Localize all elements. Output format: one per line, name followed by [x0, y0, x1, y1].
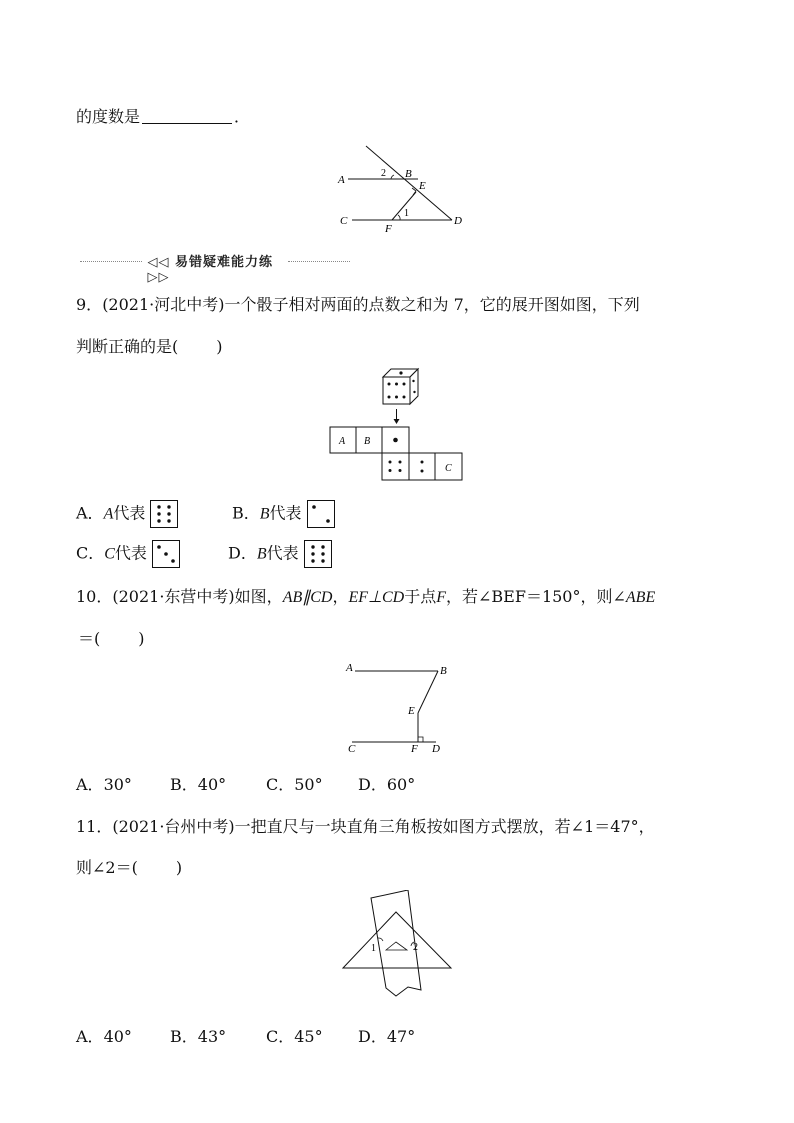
- arrow-head-icon: [394, 419, 400, 424]
- label-e: E: [419, 180, 426, 192]
- q9-option-b[interactable]: [232, 500, 335, 528]
- q11-option-c[interactable]: [266, 1024, 323, 1047]
- q9-text-2: 判断正确的是(: [76, 337, 179, 356]
- option-value: 40°: [197, 775, 227, 794]
- option-word: 代表: [266, 543, 299, 563]
- q11-text-1: 一把直尺与一块直角三角板按如图方式摆放，若∠1＝47°，: [234, 817, 655, 836]
- label-b: B: [405, 168, 412, 180]
- prev-question-period: ．: [234, 107, 251, 126]
- die-three-icon: [152, 540, 180, 568]
- net-label-c: C: [445, 463, 452, 474]
- option-value: 50°: [294, 775, 323, 794]
- option-value: 45°: [294, 1027, 323, 1046]
- q10-math-point: F: [436, 589, 446, 606]
- q10-option-a[interactable]: [76, 772, 132, 795]
- option-letter: C．: [76, 543, 105, 563]
- triangle-ruler-outer: [343, 912, 451, 968]
- parallel-zigzag-figure: [340, 658, 460, 758]
- section-title: [148, 251, 283, 285]
- option-letter: B．: [170, 775, 198, 794]
- label-e: E: [408, 705, 415, 717]
- right-angle-mark: [418, 737, 423, 742]
- q9-option-d[interactable]: [228, 540, 332, 568]
- label-angle-1: 1: [371, 943, 376, 954]
- q10-text-2-end: ): [138, 629, 145, 648]
- option-var: A: [103, 505, 114, 523]
- banner-divider-left: [80, 261, 142, 262]
- label-angle-2: 2: [413, 942, 418, 953]
- option-word: 代表: [269, 503, 302, 523]
- q10-text: ，: [332, 587, 349, 606]
- q9-source: (2021·河北中考): [102, 295, 225, 314]
- prev-question-tail: [76, 106, 250, 128]
- option-value: 47°: [386, 1027, 416, 1046]
- q9-line1: [76, 294, 640, 316]
- parallel-lines-figure: [330, 140, 470, 235]
- option-letter: D．: [358, 775, 387, 794]
- section-banner: [80, 250, 350, 285]
- label-a: A: [346, 662, 353, 674]
- dice-cube-icon: [383, 369, 418, 404]
- q10-source: (2021·东营中考): [112, 587, 235, 606]
- q10-option-d[interactable]: [358, 772, 415, 795]
- label-angle-1: 1: [404, 208, 409, 219]
- label-d: D: [432, 743, 440, 755]
- q11-line2: [76, 857, 182, 879]
- banner-divider-right: [288, 261, 350, 262]
- q10-text-2: ＝(: [78, 629, 101, 648]
- banner-right-icon: ▷▷: [147, 270, 170, 285]
- q10-math-perpendicular: EF⊥CD: [348, 589, 405, 606]
- option-letter: B．: [170, 1027, 198, 1046]
- q10-option-c[interactable]: [266, 772, 323, 795]
- q11-number: 11．: [76, 817, 113, 836]
- die-six-icon: [304, 540, 332, 568]
- q10-text: 如图，: [234, 587, 283, 606]
- q10-math-parallel: AB∥CD: [282, 589, 333, 606]
- angle-1-arc: [398, 215, 400, 220]
- die-six-icon: [150, 500, 178, 528]
- q11-text-2-end: ): [175, 858, 183, 877]
- label-angle-2: 2: [381, 168, 386, 179]
- option-letter: D．: [358, 1027, 387, 1046]
- q10-line2: [78, 628, 145, 650]
- label-c: C: [340, 215, 348, 227]
- option-letter: A．: [76, 1027, 104, 1046]
- dice-net-figure: [325, 366, 470, 486]
- option-value: 30°: [103, 775, 132, 794]
- q10-text: 于点: [404, 587, 437, 606]
- q9-line2: [76, 336, 223, 358]
- q9-option-a[interactable]: [76, 500, 178, 528]
- q9-text-1: 一个骰子相对两面的点数之和为 7，它的展开图如图，下列: [224, 295, 640, 314]
- answer-blank[interactable]: [142, 107, 232, 124]
- q10-math-angle: ABE: [625, 589, 656, 606]
- ruler-triangle-figure: [338, 890, 458, 1002]
- q10-text: ，若∠BEF＝150°，则∠: [446, 587, 626, 606]
- option-letter: C．: [266, 1027, 295, 1046]
- banner-left-icon: ◁◁: [147, 255, 176, 270]
- label-b: B: [440, 665, 447, 677]
- segment-be: [418, 671, 438, 713]
- option-value: 40°: [103, 1027, 132, 1046]
- transversal-line: [366, 146, 452, 220]
- net-face-six: [382, 453, 409, 480]
- option-letter: B．: [232, 503, 260, 523]
- angle-2-arc: [391, 175, 394, 179]
- q9-number: 9．: [76, 295, 103, 314]
- option-value: 43°: [197, 1027, 227, 1046]
- q10-number: 10．: [76, 587, 113, 606]
- label-f: F: [411, 743, 418, 755]
- label-c: C: [348, 743, 356, 755]
- q10-option-b[interactable]: [170, 772, 226, 795]
- net-face-two: [409, 453, 435, 480]
- q11-option-b[interactable]: [170, 1024, 226, 1047]
- q9-option-c[interactable]: [76, 540, 180, 568]
- die-two-icon: [307, 500, 335, 528]
- option-var: C: [104, 545, 115, 563]
- option-letter: A．: [76, 775, 104, 794]
- option-letter: C．: [266, 775, 295, 794]
- q11-option-d[interactable]: [358, 1024, 415, 1047]
- label-d: D: [454, 215, 462, 227]
- option-letter: D．: [228, 543, 257, 563]
- q11-source: (2021·台州中考): [112, 817, 235, 836]
- q11-line1: [76, 816, 655, 838]
- label-a: A: [338, 174, 345, 186]
- q11-option-a[interactable]: [76, 1024, 132, 1047]
- option-value: 60°: [386, 775, 416, 794]
- option-var: B: [256, 545, 267, 563]
- option-word: 代表: [113, 503, 146, 523]
- net-label-a: A: [339, 436, 346, 447]
- q11-text-2: 则∠2＝(: [76, 858, 138, 877]
- label-f: F: [385, 223, 392, 235]
- option-word: 代表: [114, 543, 147, 563]
- prev-question-text: 的度数是: [76, 107, 141, 126]
- net-label-b: B: [364, 436, 371, 447]
- q10-line1: [76, 586, 655, 609]
- section-title-text: 易错疑难能力练: [175, 255, 274, 270]
- option-letter: A．: [76, 503, 104, 523]
- q9-text-2-end: ): [216, 337, 223, 356]
- option-var: B: [259, 505, 270, 523]
